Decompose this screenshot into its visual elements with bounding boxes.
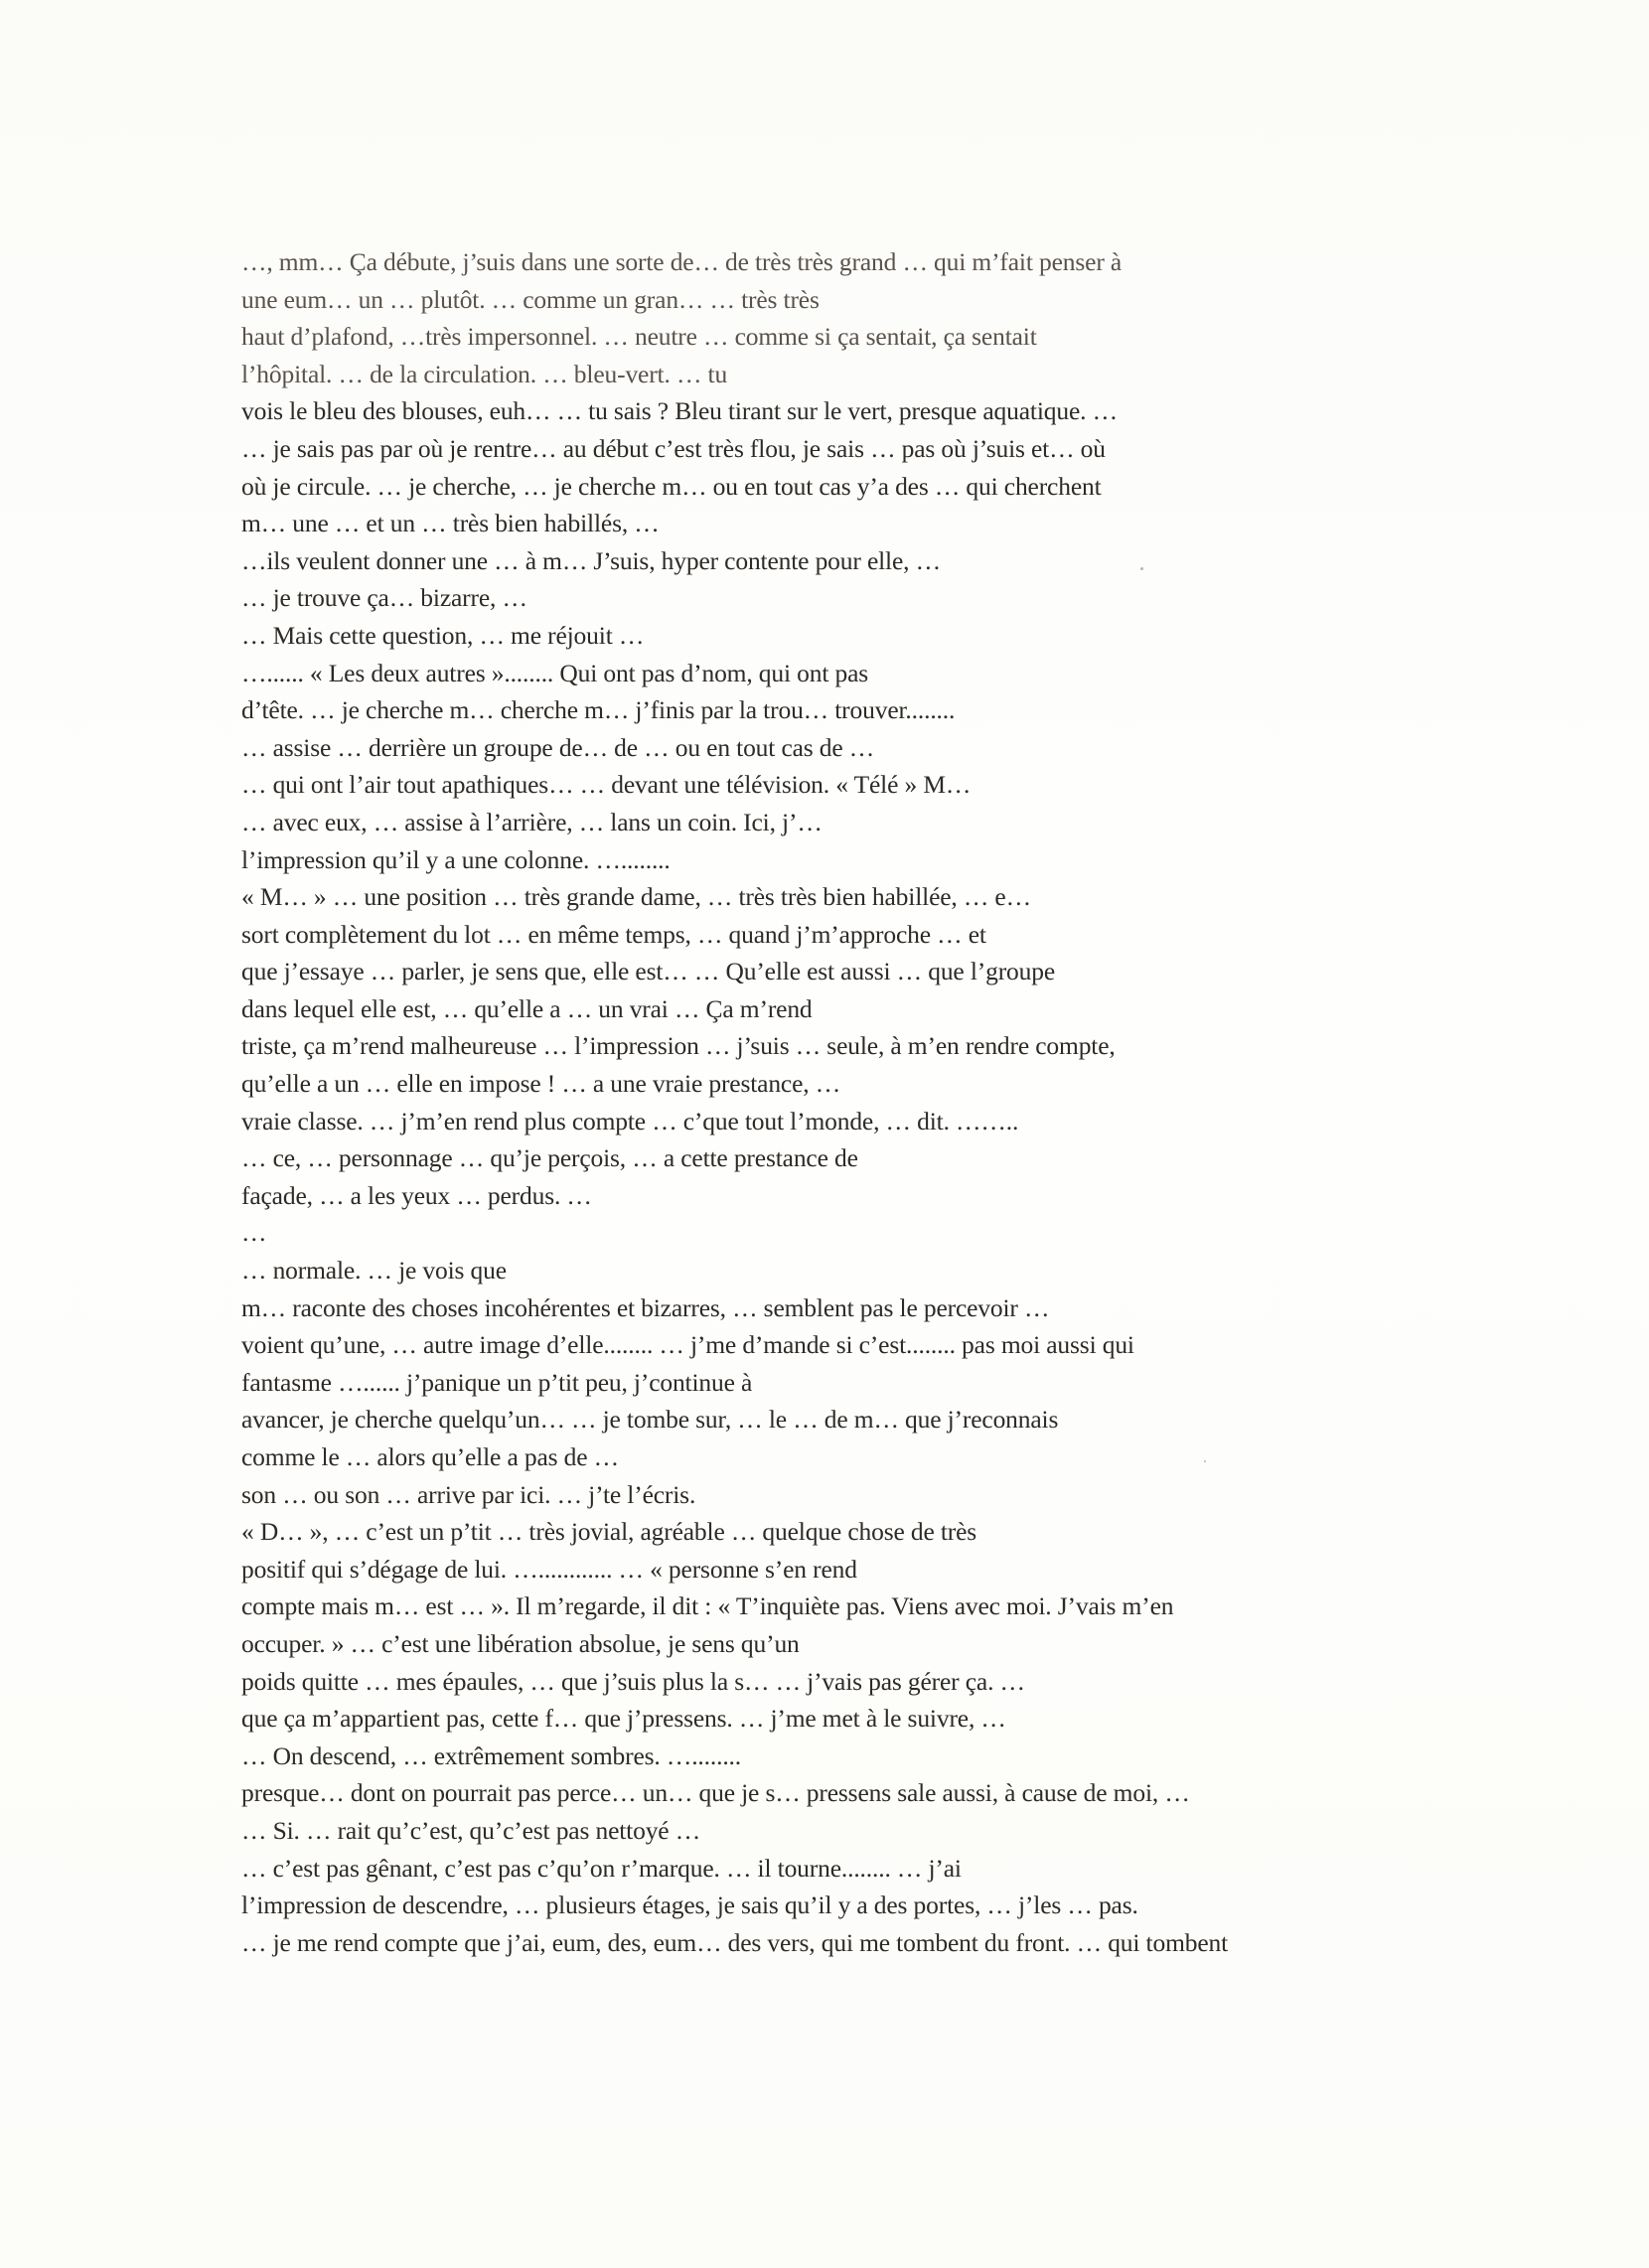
transcript-line: vois le bleu des blouses, euh… … tu sais ? Bleu tirant sur le vert, presque aquatique. … bbox=[241, 396, 1118, 426]
transcript-line: … bbox=[241, 1218, 267, 1248]
transcript-line: voient qu’une, … autre image d’elle........ … j’me d’mande si c’est........ pas moi aussi qui bbox=[241, 1330, 1134, 1360]
transcript-line: façade, … a les yeux … perdus. … bbox=[241, 1180, 592, 1210]
transcript-line: qu’elle a un … elle en impose ! … a une vraie prestance, … bbox=[241, 1069, 841, 1099]
transcript-line: m… une … et un … très bien habillés, … bbox=[241, 509, 660, 538]
transcript-line: haut d’plafond, …très impersonnel. … neutre … comme si ça sentait, ça sentait bbox=[241, 322, 1037, 352]
transcript-line: … je sais pas par où je rentre… au début c’est très flou, je sais … pas où j’suis et… où bbox=[241, 433, 1106, 463]
transcript-line: que j’essaye … parler, je sens que, elle est… … Qu’elle est aussi … que l’groupe bbox=[241, 957, 1056, 986]
transcript-line: triste, ça m’rend malheureuse … l’impression … j’suis … seule, à m’en rendre compte, bbox=[241, 1031, 1116, 1061]
transcript-line: fantasme …...... j’panique un p’tit peu, j’continue à bbox=[241, 1367, 753, 1397]
transcript-line: une eum… un … plutôt. … comme un gran… … très très bbox=[241, 284, 820, 314]
transcript-line: positif qui s’dégage de lui. …............ … « personne s’en rend bbox=[241, 1554, 857, 1584]
transcript-line: …...... « Les deux autres »........ Qui ont pas d’nom, qui ont pas bbox=[241, 658, 869, 687]
transcript-line: son … ou son … arrive par ici. … j’te l’écris. bbox=[241, 1479, 696, 1509]
transcript-line: poids quitte … mes épaules, … que j’suis plus la s… … j’vais pas gérer ça. … bbox=[241, 1666, 1025, 1696]
transcript-text-block bbox=[241, 243, 1374, 1961]
transcript-line: comme le … alors qu’elle a pas de … bbox=[241, 1442, 619, 1471]
transcript-line: … On descend, … extrêmement sombres. …........ bbox=[241, 1740, 741, 1770]
transcript-line: … je me rend compte que j’ai, eum, des, eum… des vers, qui me tombent du front. … qui tombent bbox=[241, 1927, 1229, 1957]
paper-speck bbox=[1204, 1460, 1206, 1462]
transcript-line: …ils veulent donner une … à m… J’suis, hyper contente pour elle, … bbox=[241, 545, 941, 575]
transcript-line: « D… », … c’est un p’tit … très jovial, agréable … quelque chose de très bbox=[241, 1517, 977, 1547]
transcript-line: que ça m’appartient pas, cette f… que j’pressens. … j’me met à le suivre, … bbox=[241, 1704, 1006, 1734]
transcript-line: … assise … derrière un groupe de… de … ou en tout cas de … bbox=[241, 732, 875, 762]
transcript-line: sort complètement du lot … en même temps, … quand j’m’approche … et bbox=[241, 919, 986, 949]
transcript-line: compte mais m… est … ». Il m’regarde, il dit : « T’inquiète pas. Viens avec moi. J’vais m’en bbox=[241, 1591, 1174, 1621]
transcript-line: l’impression de descendre, … plusieurs étages, je sais qu’il y a des portes, … j’les … pas. bbox=[241, 1890, 1138, 1920]
transcript-line: « M… » … une position … très grande dame, … très très bien habillée, … e… bbox=[241, 882, 1031, 912]
transcript-line: … qui ont l’air tout apathiques… … devant une télévision. « Télé » M… bbox=[241, 770, 972, 800]
transcript-line: … Mais cette question, … me réjouit … bbox=[241, 620, 645, 650]
transcript-line: l’hôpital. … de la circulation. … bleu-vert. … tu bbox=[241, 359, 728, 388]
transcript-line: occuper. » … c’est une libération absolue, je sens qu’un bbox=[241, 1628, 800, 1658]
transcript-line: … normale. … je vois que bbox=[241, 1256, 507, 1285]
transcript-line: … je trouve ça… bizarre, … bbox=[241, 583, 527, 613]
transcript-line: d’tête. … je cherche m… cherche m… j’finis par la trou… trouver........ bbox=[241, 695, 956, 725]
transcript-line: dans lequel elle est, … qu’elle a … un vrai … Ça m’rend bbox=[241, 993, 813, 1023]
transcript-line: vraie classe. … j’m’en rend plus compte … c’que tout l’monde, … dit. …….. bbox=[241, 1106, 1019, 1135]
transcript-line: où je circule. … je cherche, … je cherche m… ou en tout cas y’a des … qui cherchent bbox=[241, 471, 1102, 501]
transcript-line: … avec eux, … assise à l’arrière, … lans un coin. Ici, j’… bbox=[241, 807, 823, 836]
transcript-line: m… raconte des choses incohérentes et bizarres, … semblent pas le percevoir … bbox=[241, 1292, 1050, 1322]
transcript-line: l’impression qu’il y a une colonne. …........ bbox=[241, 844, 671, 874]
transcript-line: … c’est pas gênant, c’est pas c’qu’on r’marque. … il tourne........ … j’ai bbox=[241, 1853, 962, 1883]
transcript-line: …, mm… Ça débute, j’suis dans une sorte de… de très très grand … qui m’fait penser à bbox=[241, 247, 1123, 276]
transcript-line: … Si. … rait qu’c’est, qu’c’est pas nettoyé … bbox=[241, 1815, 701, 1845]
transcript-line: presque… dont on pourrait pas perce… un… que je s… pressens sale aussi, à cause de moi, … bbox=[241, 1778, 1190, 1808]
paper-speck bbox=[1140, 567, 1143, 570]
transcript-line: avancer, je cherche quelqu’un… … je tombe sur, … le … de m… que j’reconnais bbox=[241, 1405, 1059, 1435]
transcript-line: … ce, … personnage … qu’je perçois, … a cette prestance de bbox=[241, 1143, 858, 1173]
